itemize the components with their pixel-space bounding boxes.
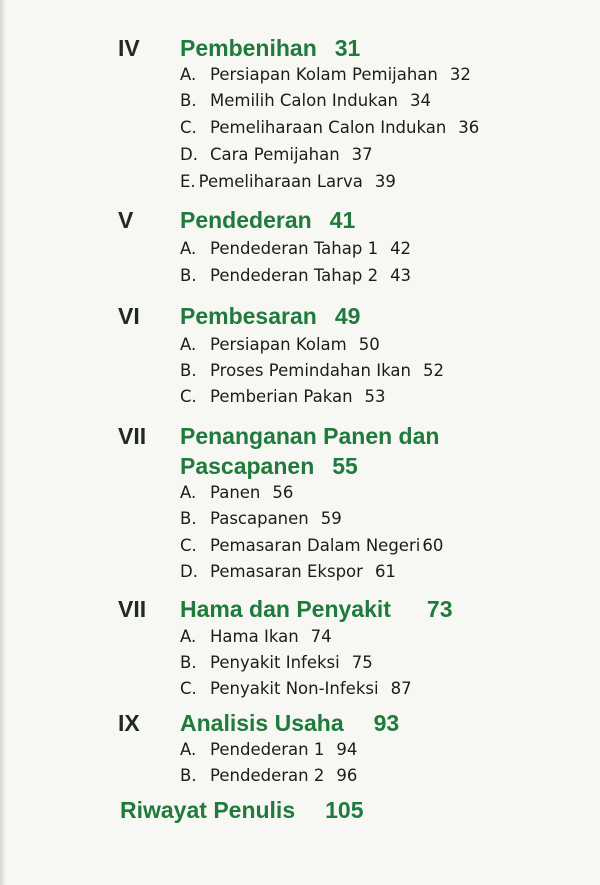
entry-letter: C. [180,387,197,406]
chapter-page-number: 73 [426,596,453,622]
entry-title: Pendederan Tahap 1 [210,239,379,258]
entry-title: Penyakit Infeksi [210,653,340,672]
chapter-page-number: 49 [334,303,361,329]
entry-letter: A. [180,740,197,759]
entry-page-number: 87 [390,679,412,698]
chapter-number: IV [118,35,140,61]
entry-page-number: 61 [374,562,396,581]
entry-letter: A. [180,627,197,646]
chapter-heading [118,595,453,623]
toc-entry [180,765,357,787]
chapter-page-number: 93 [373,710,400,736]
chapter-number: IX [118,710,140,736]
entry-letter: A. [180,239,197,258]
entry-letter: B. [180,361,197,380]
toc-entry [180,90,431,112]
entry-letter: D. [180,145,198,164]
entry-title: Cara Pemijahan [210,145,340,164]
chapter-title: Pembesaran [180,303,317,329]
entry-page-number: 52 [422,361,444,380]
entry-title: Pascapanen [210,509,309,528]
chapter-number: VI [118,303,140,329]
entry-page-number: 37 [351,145,373,164]
entry-letter: B. [180,266,197,285]
entry-title: Pendederan 1 [210,740,325,759]
entry-page-number: 43 [390,266,412,285]
entry-page-number: 34 [410,91,432,110]
chapter-page-number: 41 [329,207,356,233]
chapter-number: V [118,207,134,233]
entry-title: Pendederan Tahap 2 [210,266,379,285]
entry-letter: C. [180,118,197,137]
entry-page-number: 56 [272,483,294,502]
entry-letter: C. [180,536,197,555]
entry-title: Persiapan Kolam Pemijahan [210,65,438,84]
entry-page-number: 60 [422,536,444,555]
toc-entry [180,678,412,700]
entry-page-number: 94 [336,740,358,759]
entry-letter: B. [180,653,197,672]
entry-page-number: 42 [390,239,412,258]
toc-entry [180,535,443,557]
entry-letter: D. [180,562,198,581]
toc-entry [180,386,386,408]
chapter-page-number: 31 [334,35,361,61]
entry-letter: B. [180,766,197,785]
toc-entry [180,238,411,260]
entry-title: Pendederan 2 [210,766,325,785]
chapter-title: Hama dan Penyakit [180,596,391,622]
entry-letter: C. [180,679,197,698]
entry-letter: B. [180,509,197,528]
toc-entry [180,171,396,193]
toc-entry [180,652,373,674]
toc-entry [180,334,380,356]
toc-entry [180,117,479,139]
entry-title: Pemeliharaan Larva [198,172,363,191]
toc-entry [180,508,342,530]
closing-heading [120,796,364,824]
chapter-title: Pendederan [180,207,312,233]
chapter-heading [118,34,360,62]
entry-title: Pemasaran Dalam Negeri [210,536,421,555]
toc-entry [180,561,396,583]
chapter-title: Penanganan Panen dan [180,423,440,449]
toc-entry [180,739,357,761]
toc-entry [180,144,373,166]
entry-title: Memilih Calon Indukan [210,91,399,110]
entry-page-number: 32 [449,65,471,84]
entry-letter: B. [180,91,197,110]
entry-page-number: 75 [351,653,373,672]
entry-letter: A. [180,65,197,84]
toc-entry [180,64,471,86]
entry-title: Pemeliharaan Calon Indukan [210,118,447,137]
entry-title: Pemasaran Ekspor [210,562,363,581]
toc-entry [180,265,411,287]
entry-title: Proses Pemindahan Ikan [210,361,411,380]
entry-letter: A. [180,483,197,502]
entry-title: Panen [210,483,261,502]
toc-entry [180,360,444,382]
toc-entry [180,626,332,648]
entry-title: Hama Ikan [210,627,299,646]
chapter-title: Analisis Usaha [180,710,344,736]
entry-page-number: 96 [336,766,358,785]
chapter-heading [118,302,360,330]
entry-page-number: 39 [374,172,396,191]
entry-title: Pemberian Pakan [210,387,353,406]
entry-page-number: 50 [358,335,380,354]
chapter-title: Pembenihan [180,35,317,61]
entry-title: Penyakit Non-Infeksi [210,679,379,698]
entry-page-number: 59 [320,509,342,528]
chapter-heading [118,206,355,234]
entry-title: Persiapan Kolam [210,335,347,354]
toc-entry [180,482,293,504]
chapter-page-number: 55 [332,453,358,479]
closing-title: Riwayat Penulis [120,797,296,823]
entry-letter: E. [180,172,196,191]
chapter-heading [118,422,439,450]
chapter-number: VII [118,596,147,622]
entry-page-number: 36 [458,118,480,137]
chapter-title-continuation [180,452,358,480]
entry-page-number: 53 [364,387,386,406]
closing-page-number: 105 [325,797,364,823]
entry-page-number: 74 [310,627,332,646]
entry-letter: A. [180,335,197,354]
chapter-heading [118,709,399,737]
chapter-number: VII [118,423,147,449]
chapter-title-line2: Pascapanen [180,453,315,479]
